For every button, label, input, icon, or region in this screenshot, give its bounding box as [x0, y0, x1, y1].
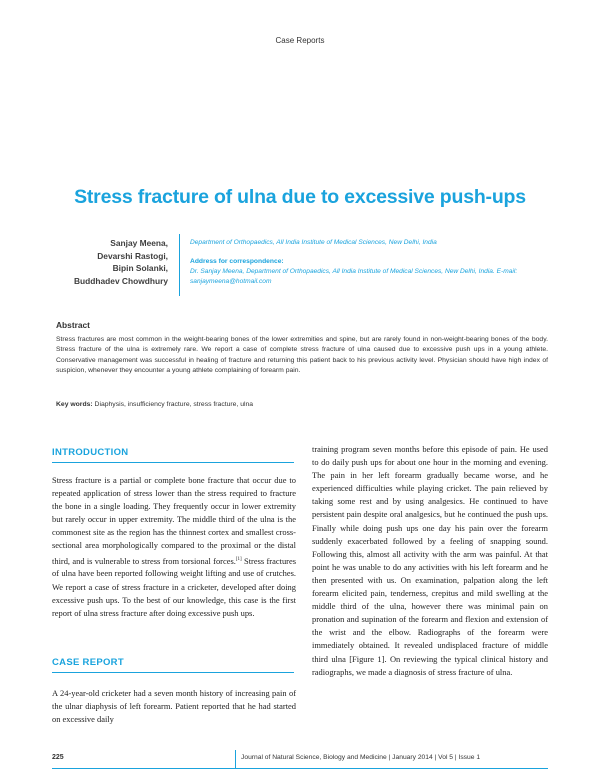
author-name: Sanjay Meena,	[110, 238, 168, 248]
introduction-para-1: Stress fracture is a partial or complete bone fracture that occur due to repeated application of stress lower than the stress required to fracture the bone in a single loading. They frequently occur in lower extremity but rarely occur in upper extremity. The middle third of the ulna is the commonest site as the region has the thinnest cortex and smallest cross-sectional area morphologically compared to the proximal or the distal third, and is vulnerable to stress from torsional forces.	[52, 475, 296, 566]
footer-rule	[52, 768, 548, 769]
author-name: Bipin Solanki,	[112, 263, 168, 274]
citation-ref: [1]	[235, 556, 242, 562]
article-title: Stress fracture of ulna due to excessive push-ups	[74, 186, 526, 208]
author-divider	[179, 234, 180, 296]
author-name: Buddhadev Chowdhury	[74, 275, 168, 286]
keywords-label: Key words:	[56, 401, 93, 408]
affiliation: Department of Orthopaedics, All India Institute of Medical Sciences, New Delhi, India	[190, 239, 437, 246]
abstract-text: Stress fractures are most common in the weight-bearing bones of the lower extremities and spine, but are rarely found in non-weight-bearing bones of the body. Stress fracture of the ulna is extremely rare. We report a case of complete stress fracture of ulna caused due to excessive push ups in a young athlete. Conservative management was successful in healing of fracture and returning this patient back to his previous activity level. Physician should have high index of suspicion, whenever they encounter a young athlete complaining of forearm pain.	[56, 336, 548, 374]
section-label: Case Reports	[275, 36, 325, 45]
journal-citation: Journal of Natural Science, Biology and Medicine | January 2014 | Vol 5 | Issue 1	[241, 754, 481, 761]
introduction-heading: INTRODUCTION	[52, 447, 129, 458]
keywords-list: Diaphysis, insufficiency fracture, stress fracture, ulna	[94, 401, 254, 408]
keywords	[56, 401, 548, 408]
footer-divider	[235, 750, 236, 768]
case-report-rule	[52, 672, 294, 673]
introduction-text	[52, 474, 296, 620]
case-report-para-1: A 24-year-old cricketer had a seven month history of increasing pain of the ulnar diaphysis of left forearm. Patient reported that he had started on excessive daily	[52, 688, 296, 725]
case-report-heading: CASE REPORT	[52, 657, 124, 668]
page-number: 225	[52, 754, 64, 761]
author-name: Devarshi Rastogi,	[97, 250, 168, 261]
introduction-para-2: Stress fractures of ulna have been reported following weight lifting and use of crutches. We report a case of stress fracture in a cricketer, developed after doing excessive push ups. To the best of our knowledge, this case is the first report of ulna stress fracture after doing excessive push ups.	[52, 555, 296, 618]
author-list	[18, 237, 168, 287]
abstract-heading: Abstract	[56, 320, 90, 330]
introduction-rule	[52, 462, 294, 463]
correspondence-heading: Address for correspondence:	[190, 258, 284, 265]
case-report-para-2: training program seven months before this episode of pain. He used to do daily push ups for about one hour in the morning and evening. The pain in her left forearm gradually became worse, and he experienced difficulties while playing cricket. The pain relieved by taking some rest and by using analgesics. He continued to have persistent pain despite oral analgesics, but he continued the push ups. Finally while doing push ups one day his pain over the forearm suddenly exacerbated followed by a feeling of snapping sound. Following this, almost all activity with the arm was painful. At that point he was unable to do any activities with his left forearm and he then presented with us. On examination, palpation along the left forearm elicited pain, tenderness, crepitus and mild swelling at the middle third of the ulna, however there was minimal pain on pronation and supination of the forearm and flexion and extension of the wrist and the elbow. Radiographs of the forearm were immediately obtained. It revealed undisplaced fracture of middle third ulna [Figure 1]. On reviewing the typical clinical history and radiographs, we made a diagnosis of stress fracture of ulna.	[312, 444, 548, 677]
case-report-text-col1	[52, 687, 296, 726]
correspondence-text: Dr. Sanjay Meena, Department of Orthopaedics, All India Institute of Medical Sciences, New Delhi, India. E-mail: sanjaymeena@hotmail.com	[190, 268, 518, 285]
case-report-text-col2	[312, 443, 548, 679]
